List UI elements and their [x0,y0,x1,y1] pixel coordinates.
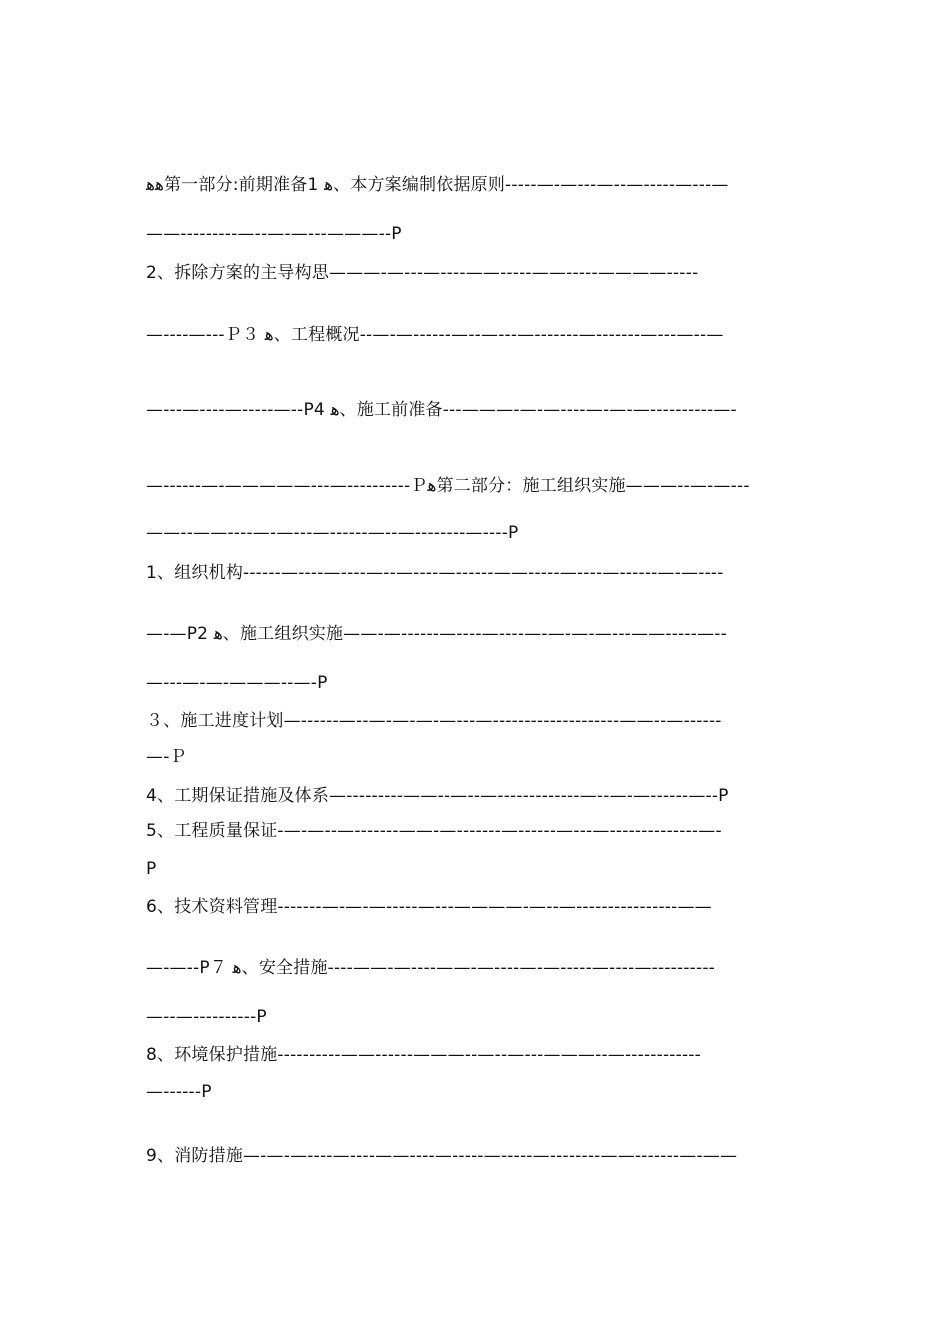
toc-line: 2、拆除方案的主导构思———-—---—----——-----——-----————----- [146,263,699,283]
toc-line: ——--——----—-—---—------—--—--------—----P [146,523,519,543]
toc-line: —----—---Ｐ３ ﮬ、工程概况--—-—------—--—---—-------—-------—---—--— [146,325,724,345]
toc-line: —------—-—————---—----------Ｐﮬ第二部分：施工组织实施———--—-—--- [146,476,750,496]
toc-line: 8、环境保护措施----------——------———--—--—---———--—------------ [146,1045,701,1065]
toc-line: P [146,859,157,879]
toc-line: —-Ｐ [146,747,187,767]
toc-line: ——---------—--—-—---———--P [146,224,402,244]
toc-line: —-—--P７ ﮬ、安全措施----——-—----——-—----—-—-----—----—---------- [146,958,716,978]
toc-line: —------P [146,1082,212,1102]
toc-line: 4、工期保证措施及体系—---------——--—--—-------------—--—-—------—--P [146,786,729,806]
toc-line: —--—----------P [146,1007,267,1027]
toc-line: —---—-—-———--—-P [146,673,328,693]
toc-line: 5、工程质量保证-—-—--—-------——-—-------—------—---—--------------—- [146,821,722,841]
toc-line: ﮬﮬ第一部分:前期准备1 ﮬ、本方案编制依据原则-----—-—---—--—-----—---— [146,175,729,195]
toc-line: 9、消防措施—-—-—----—----——----—-----—-----—--------——-------—-—— [146,1146,738,1166]
toc-line: —---—----—-----—--P4 ﮬ、施工前准备---———-—-—----—-—-—----------—- [146,400,737,420]
toc-line: —-—P2 ﮬ、施工组织实施——-—------—----—----—-—-—-—---——-----—-- [146,624,727,644]
toc-line: 6、技术资料管理-------—-—-—-----—---————-—--—----------------—— [146,897,712,917]
toc-line: 1、组织机构------—----—----—--—----—------——-----—----—------—-—---- [146,563,724,583]
toc-line: ３、施工进度计划—------—--—-—-—-—---—--------------------——--—------ [146,711,722,731]
